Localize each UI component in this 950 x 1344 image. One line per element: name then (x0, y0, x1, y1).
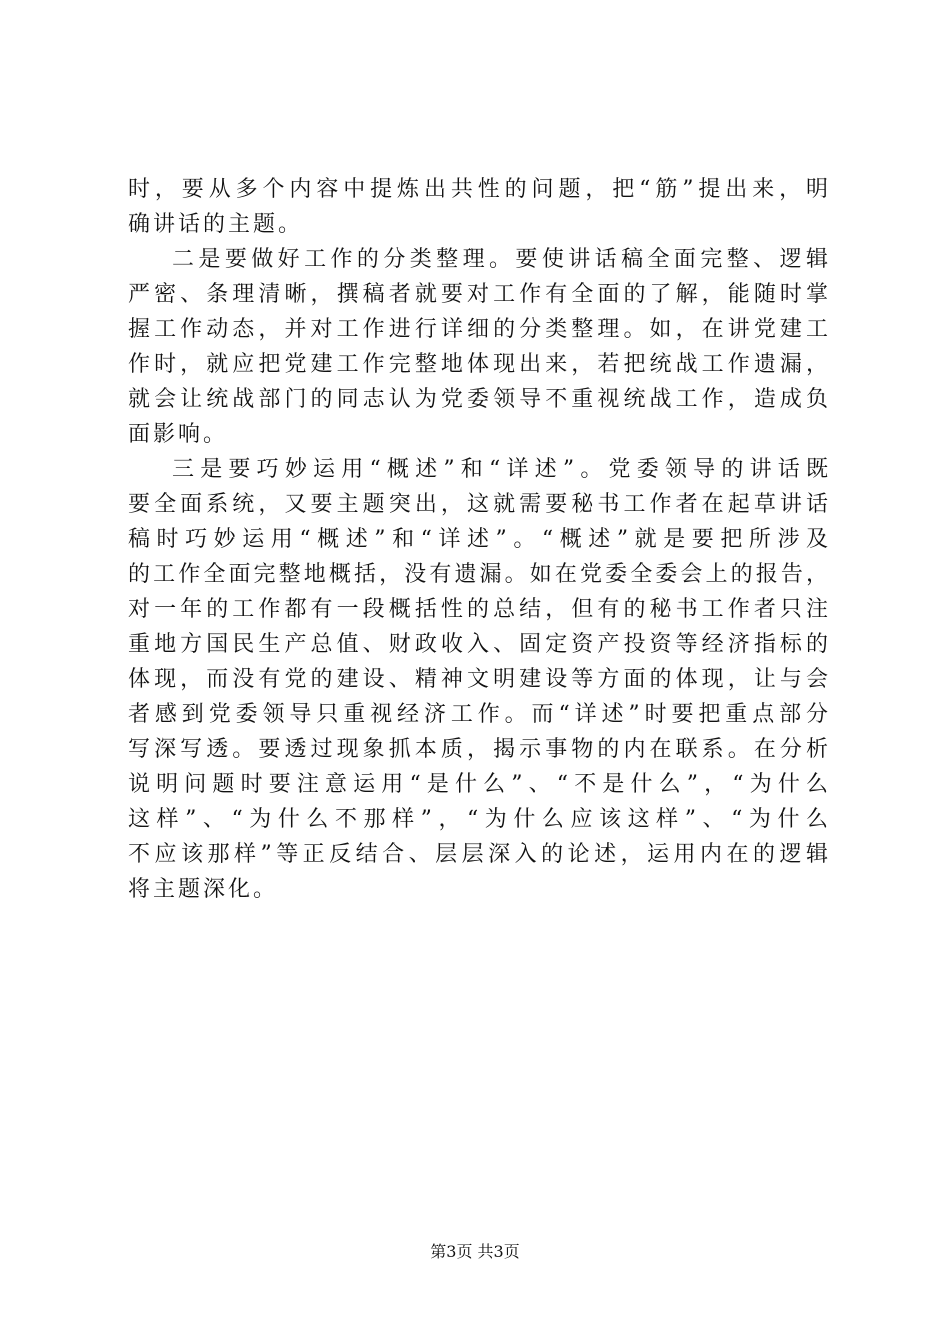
text-line: 对一年的工作都有一段概括性的总结，但有的秘书工作者只注 (128, 597, 828, 622)
text-line: 的工作全面完整地概括，没有遗漏。如在党委全委会上的报告， (128, 562, 828, 587)
text-line: 确讲话的主题。 (128, 212, 304, 237)
text-line: 这样”、“为什么不那样”，“为什么应该这样”、“为什么 (128, 807, 828, 832)
text-line: 三是要巧妙运用“概述”和“详述”。党委领导的讲话既 (172, 457, 828, 482)
text-line: 握工作动态，并对工作进行详细的分类整理。如，在讲党建工 (128, 317, 828, 342)
page-number-footer: 第3页 共3页 (430, 1242, 520, 1261)
text-line: 面影响。 (128, 422, 229, 447)
text-line: 说明问题时要注意运用“是什么”、“不是什么”，“为什么 (128, 772, 828, 797)
document-body (128, 172, 828, 907)
text-line: 重地方国民生产总值、财政收入、固定资产投资等经济指标的 (128, 632, 828, 657)
text-line: 要全面系统，又要主题突出，这就需要秘书工作者在起草讲话 (128, 492, 828, 517)
text-line: 作时，就应把党建工作完整地体现出来，若把统战工作遗漏， (128, 352, 828, 377)
text-line: 严密、条理清晰，撰稿者就要对工作有全面的了解，能随时掌 (128, 282, 828, 307)
text-line: 就会让统战部门的同志认为党委领导不重视统战工作，造成负 (128, 387, 828, 412)
text-line: 体现，而没有党的建设、精神文明建设等方面的体现，让与会 (128, 667, 828, 692)
text-line: 时，要从多个内容中提炼出共性的问题，把“筋”提出来，明 (128, 177, 828, 202)
text-line: 不应该那样”等正反结合、层层深入的论述，运用内在的逻辑 (128, 842, 828, 867)
text-line: 者感到党委领导只重视经济工作。而“详述”时要把重点部分 (128, 702, 828, 727)
text-line: 二是要做好工作的分类整理。要使讲话稿全面完整、逻辑 (172, 247, 828, 272)
text-line: 将主题深化。 (128, 877, 279, 902)
text-line: 稿时巧妙运用“概述”和“详述”。“概述”就是要把所涉及 (128, 527, 828, 552)
text-line: 写深写透。要透过现象抓本质，揭示事物的内在联系。在分析 (128, 737, 828, 762)
